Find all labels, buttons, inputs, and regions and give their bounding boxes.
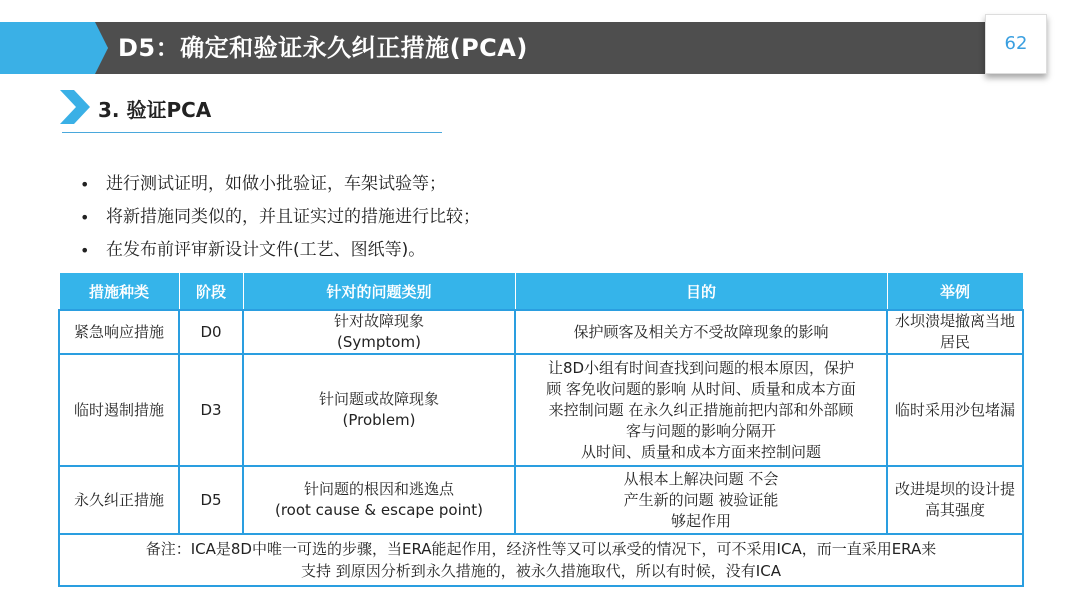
column-header: 目的 [515,273,887,311]
measure-stage: D3 [179,354,243,466]
column-header: 阶段 [179,273,243,311]
measure-example: 水坝溃堤撤离当地居民 [887,310,1023,354]
title-bar [0,22,985,74]
table-note-row [59,534,1023,586]
page-number: 62 [1004,33,1028,54]
measure-purpose: 从根本上解决问题 不会 产生新的问题 被验证能 够起作用 [515,466,887,534]
measure-example: 改进堤坝的设计提高其强度 [887,466,1023,534]
title-accent [0,22,108,74]
column-header: 措施种类 [59,273,179,311]
bullet-icon: • [80,208,90,227]
chevron-right-icon [60,90,90,124]
measures-table [58,272,1024,587]
table-header-row [59,273,1023,311]
problem-category: 针对故障现象 (Symptom) [243,310,515,354]
measure-stage: D5 [179,466,243,534]
column-header: 针对的问题类别 [243,273,515,311]
table-note: 备注：ICA是8D中唯一可选的步骤，当ERA能起作用，经济性等又可以承受的情况下，可不采用ICA，而一直采用ERA来 支持 到原因分析到永久措施的，被永久措施取代，所以有时候，没有ICA [59,534,1023,586]
measure-type: 永久纠正措施 [59,466,179,534]
table-row [59,354,1023,466]
bullet-icon: • [80,175,90,194]
section-divider [62,132,442,133]
bullet-list [80,168,480,267]
measure-type: 紧急响应措施 [59,310,179,354]
measure-stage: D0 [179,310,243,354]
section-title: 3. 验证PCA [98,98,212,122]
column-header: 举例 [887,273,1023,311]
table-row [59,310,1023,354]
problem-category: 针问题或故障现象 (Problem) [243,354,515,466]
page-number-box [985,14,1047,74]
measure-purpose: 让8D小组有时间查找到问题的根本原因，保护 顾 客免收问题的影响 从时间、质量和成本方面 来控制问题 在永久纠正措施前把内部和外部顾 客与问题的影响分隔开 从时间、质量和成本方面来控制问题 [515,354,887,466]
bullet-icon: • [80,241,90,260]
list-item: • 进行测试证明，如做小批验证，车架试验等； [80,168,480,201]
problem-category: 针问题的根因和逃逸点 (root cause & escape point) [243,466,515,534]
list-item: • 在发布前评审新设计文件(工艺、图纸等)。 [80,234,480,267]
table-row [59,466,1023,534]
measure-purpose: 保护顾客及相关方不受故障现象的影响 [515,310,887,354]
measure-type: 临时遏制措施 [59,354,179,466]
measure-example: 临时采用沙包堵漏 [887,354,1023,466]
list-item: • 将新措施同类似的，并且证实过的措施进行比较； [80,201,480,234]
page-title: D5：确定和验证永久纠正措施(PCA) [118,34,528,62]
